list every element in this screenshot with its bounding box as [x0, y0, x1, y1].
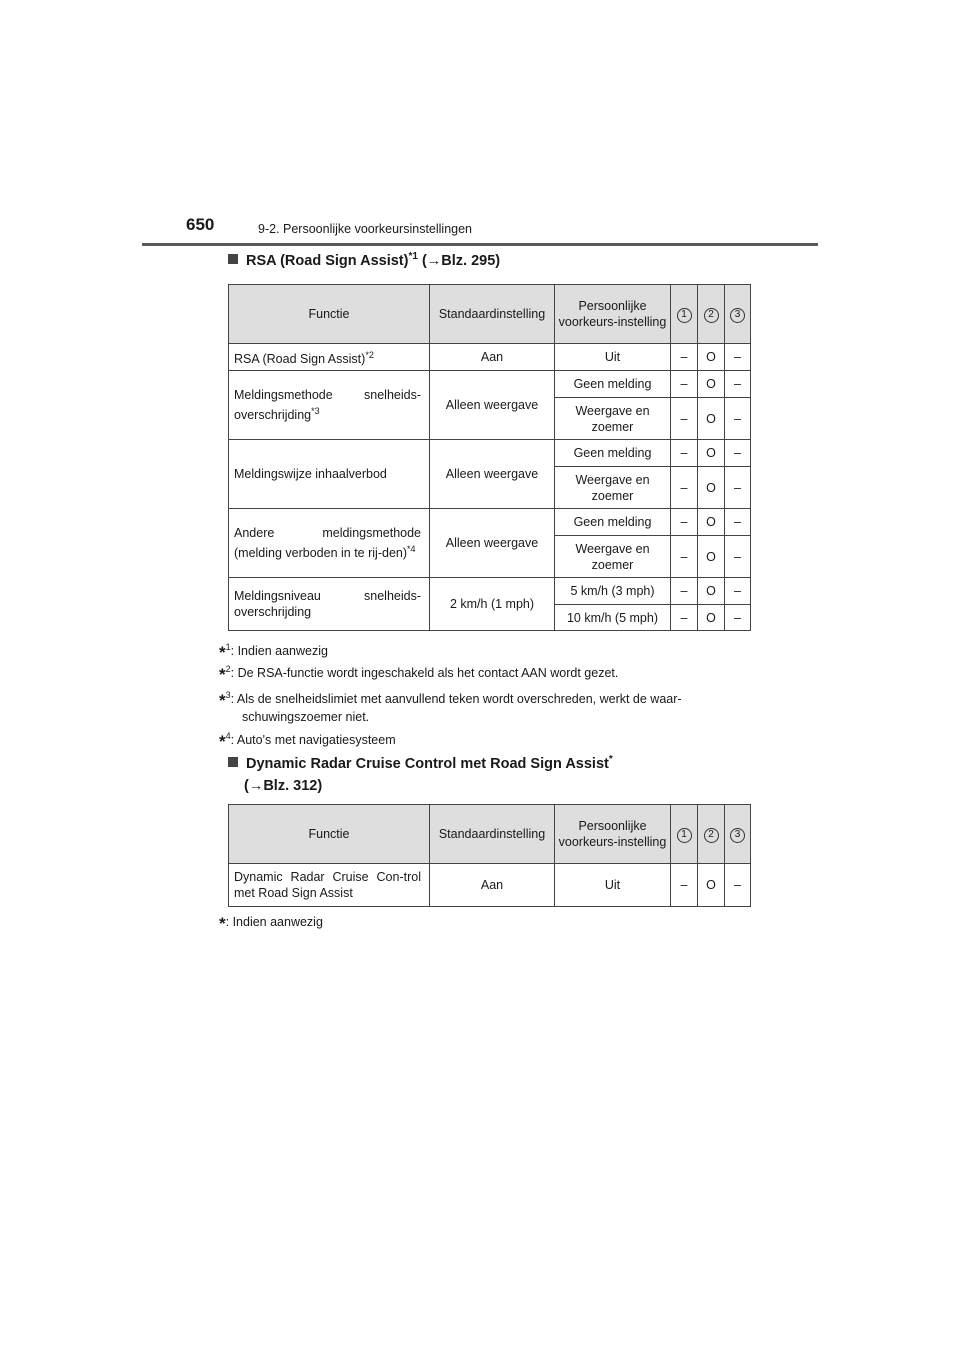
table-row	[229, 344, 751, 371]
option-cell: Geen melding	[555, 509, 671, 536]
setting-3-cell: –	[725, 864, 751, 907]
col-header-2	[698, 285, 725, 344]
default-cell: Alleen weergave	[430, 371, 555, 440]
rsa-section-title	[228, 250, 500, 272]
circled-3-icon: 3	[730, 828, 745, 843]
setting-1-cell: –	[671, 578, 698, 605]
setting-1-cell: –	[671, 864, 698, 907]
function-cell: RSA (Road Sign Assist)$^{*2}$	[229, 344, 430, 371]
setting-3-cell: –	[725, 440, 751, 467]
default-cell: Aan	[430, 344, 555, 371]
setting-1-cell: –	[671, 344, 698, 371]
function-cell: Meldingsniveau snelheids-overschrijding	[229, 578, 430, 631]
square-bullet-icon	[228, 254, 238, 264]
col-header-custom: Persoonlijke voorkeurs-instelling	[555, 805, 671, 864]
setting-2-cell: O	[698, 371, 725, 398]
setting-1-cell: –	[671, 398, 698, 440]
table-header-row	[229, 285, 751, 344]
setting-2-cell: O	[698, 398, 725, 440]
setting-3-cell: –	[725, 344, 751, 371]
setting-1-cell: –	[671, 467, 698, 509]
table-row	[229, 440, 751, 467]
drcc-title-footnote-mark: *	[608, 754, 613, 765]
setting-2-cell: O	[698, 578, 725, 605]
drcc-title-text: Dynamic Radar Cruise Control met Road Sign Assist	[246, 756, 609, 772]
col-header-3	[725, 805, 751, 864]
circled-1-icon: 1	[677, 828, 692, 843]
circled-1-icon: 1	[677, 308, 692, 323]
option-cell: Weergave en zoemer	[555, 536, 671, 578]
footnote-3: *$^3$: Als de snelheidslimiet met aanvullend teken wordt overschreden, werkt de waar- schuwingszoemer niet.	[219, 690, 682, 725]
table-row	[229, 864, 751, 907]
function-cell: Andere meldingsmethode (melding verboden in te rij-den)$^{*4}$	[229, 509, 430, 578]
drcc-section-title	[228, 753, 613, 797]
table-header-row	[229, 805, 751, 864]
setting-3-cell: –	[725, 398, 751, 440]
table-row	[229, 509, 751, 536]
default-cell: 2 km/h (1 mph)	[430, 578, 555, 631]
setting-3-cell: –	[725, 578, 751, 605]
col-header-1	[671, 805, 698, 864]
option-cell: Weergave en zoemer	[555, 398, 671, 440]
table-row	[229, 371, 751, 398]
square-bullet-icon	[228, 757, 238, 767]
footnote-1: *$^1$: Indien aanwezig	[219, 642, 328, 663]
setting-2-cell: O	[698, 467, 725, 509]
page-number: 650	[186, 215, 215, 234]
setting-1-cell: –	[671, 605, 698, 631]
col-header-3	[725, 285, 751, 344]
option-cell: Weergave en zoemer	[555, 467, 671, 509]
col-header-custom: Persoonlijke voorkeurs-instelling	[555, 285, 671, 344]
drcc-footnote: *: Indien aanwezig	[219, 914, 323, 933]
circled-3-icon: 3	[730, 308, 745, 323]
setting-2-cell: O	[698, 440, 725, 467]
option-cell: Geen melding	[555, 371, 671, 398]
footnote-4: *$^4$: Auto's met navigatiesysteem	[219, 731, 396, 752]
setting-2-cell: O	[698, 344, 725, 371]
rsa-title-footnote-mark: *1	[408, 251, 418, 262]
setting-1-cell: –	[671, 371, 698, 398]
function-cell: Meldingswijze inhaalverbod	[229, 440, 430, 509]
col-header-function: Functie	[229, 805, 430, 864]
col-header-2	[698, 805, 725, 864]
circled-2-icon: 2	[704, 828, 719, 843]
setting-2-cell: O	[698, 536, 725, 578]
setting-1-cell: –	[671, 509, 698, 536]
header-divider	[142, 243, 818, 246]
option-cell: 10 km/h (5 mph)	[555, 605, 671, 631]
default-cell: Alleen weergave	[430, 509, 555, 578]
setting-3-cell: –	[725, 536, 751, 578]
setting-2-cell: O	[698, 509, 725, 536]
rsa-title-text: RSA (Road Sign Assist)	[246, 253, 409, 269]
function-cell: Dynamic Radar Cruise Con-trol met Road Sign Assist	[229, 864, 430, 907]
setting-1-cell: –	[671, 440, 698, 467]
function-cell: Meldingsmethode snelheids-overschrijding$^{*3}$	[229, 371, 430, 440]
drcc-settings-table	[228, 804, 751, 907]
setting-2-cell: O	[698, 864, 725, 907]
default-cell: Alleen weergave	[430, 440, 555, 509]
rsa-title-ref: (→Blz. 295)	[421, 253, 501, 269]
setting-3-cell: –	[725, 467, 751, 509]
option-cell: 5 km/h (3 mph)	[555, 578, 671, 605]
section-header: 9-2. Persoonlijke voorkeursinstellingen	[258, 222, 473, 236]
setting-1-cell: –	[671, 536, 698, 578]
col-header-default: Standaardinstelling	[430, 285, 555, 344]
table-row	[229, 578, 751, 605]
default-cell: Aan	[430, 864, 555, 907]
option-cell: Geen melding	[555, 440, 671, 467]
setting-3-cell: –	[725, 371, 751, 398]
setting-3-cell: –	[725, 605, 751, 631]
col-header-function: Functie	[229, 285, 430, 344]
rsa-settings-table	[228, 284, 751, 631]
footnote-2: *$^2$: De RSA-functie wordt ingeschakeld als het contact AAN wordt gezet.	[219, 664, 619, 685]
setting-2-cell: O	[698, 605, 725, 631]
col-header-1	[671, 285, 698, 344]
circled-2-icon: 2	[704, 308, 719, 323]
col-header-default: Standaardinstelling	[430, 805, 555, 864]
setting-3-cell: –	[725, 509, 751, 536]
option-cell: Uit	[555, 864, 671, 907]
option-cell: Uit	[555, 344, 671, 371]
drcc-title-ref: (→Blz. 312)	[244, 778, 323, 794]
